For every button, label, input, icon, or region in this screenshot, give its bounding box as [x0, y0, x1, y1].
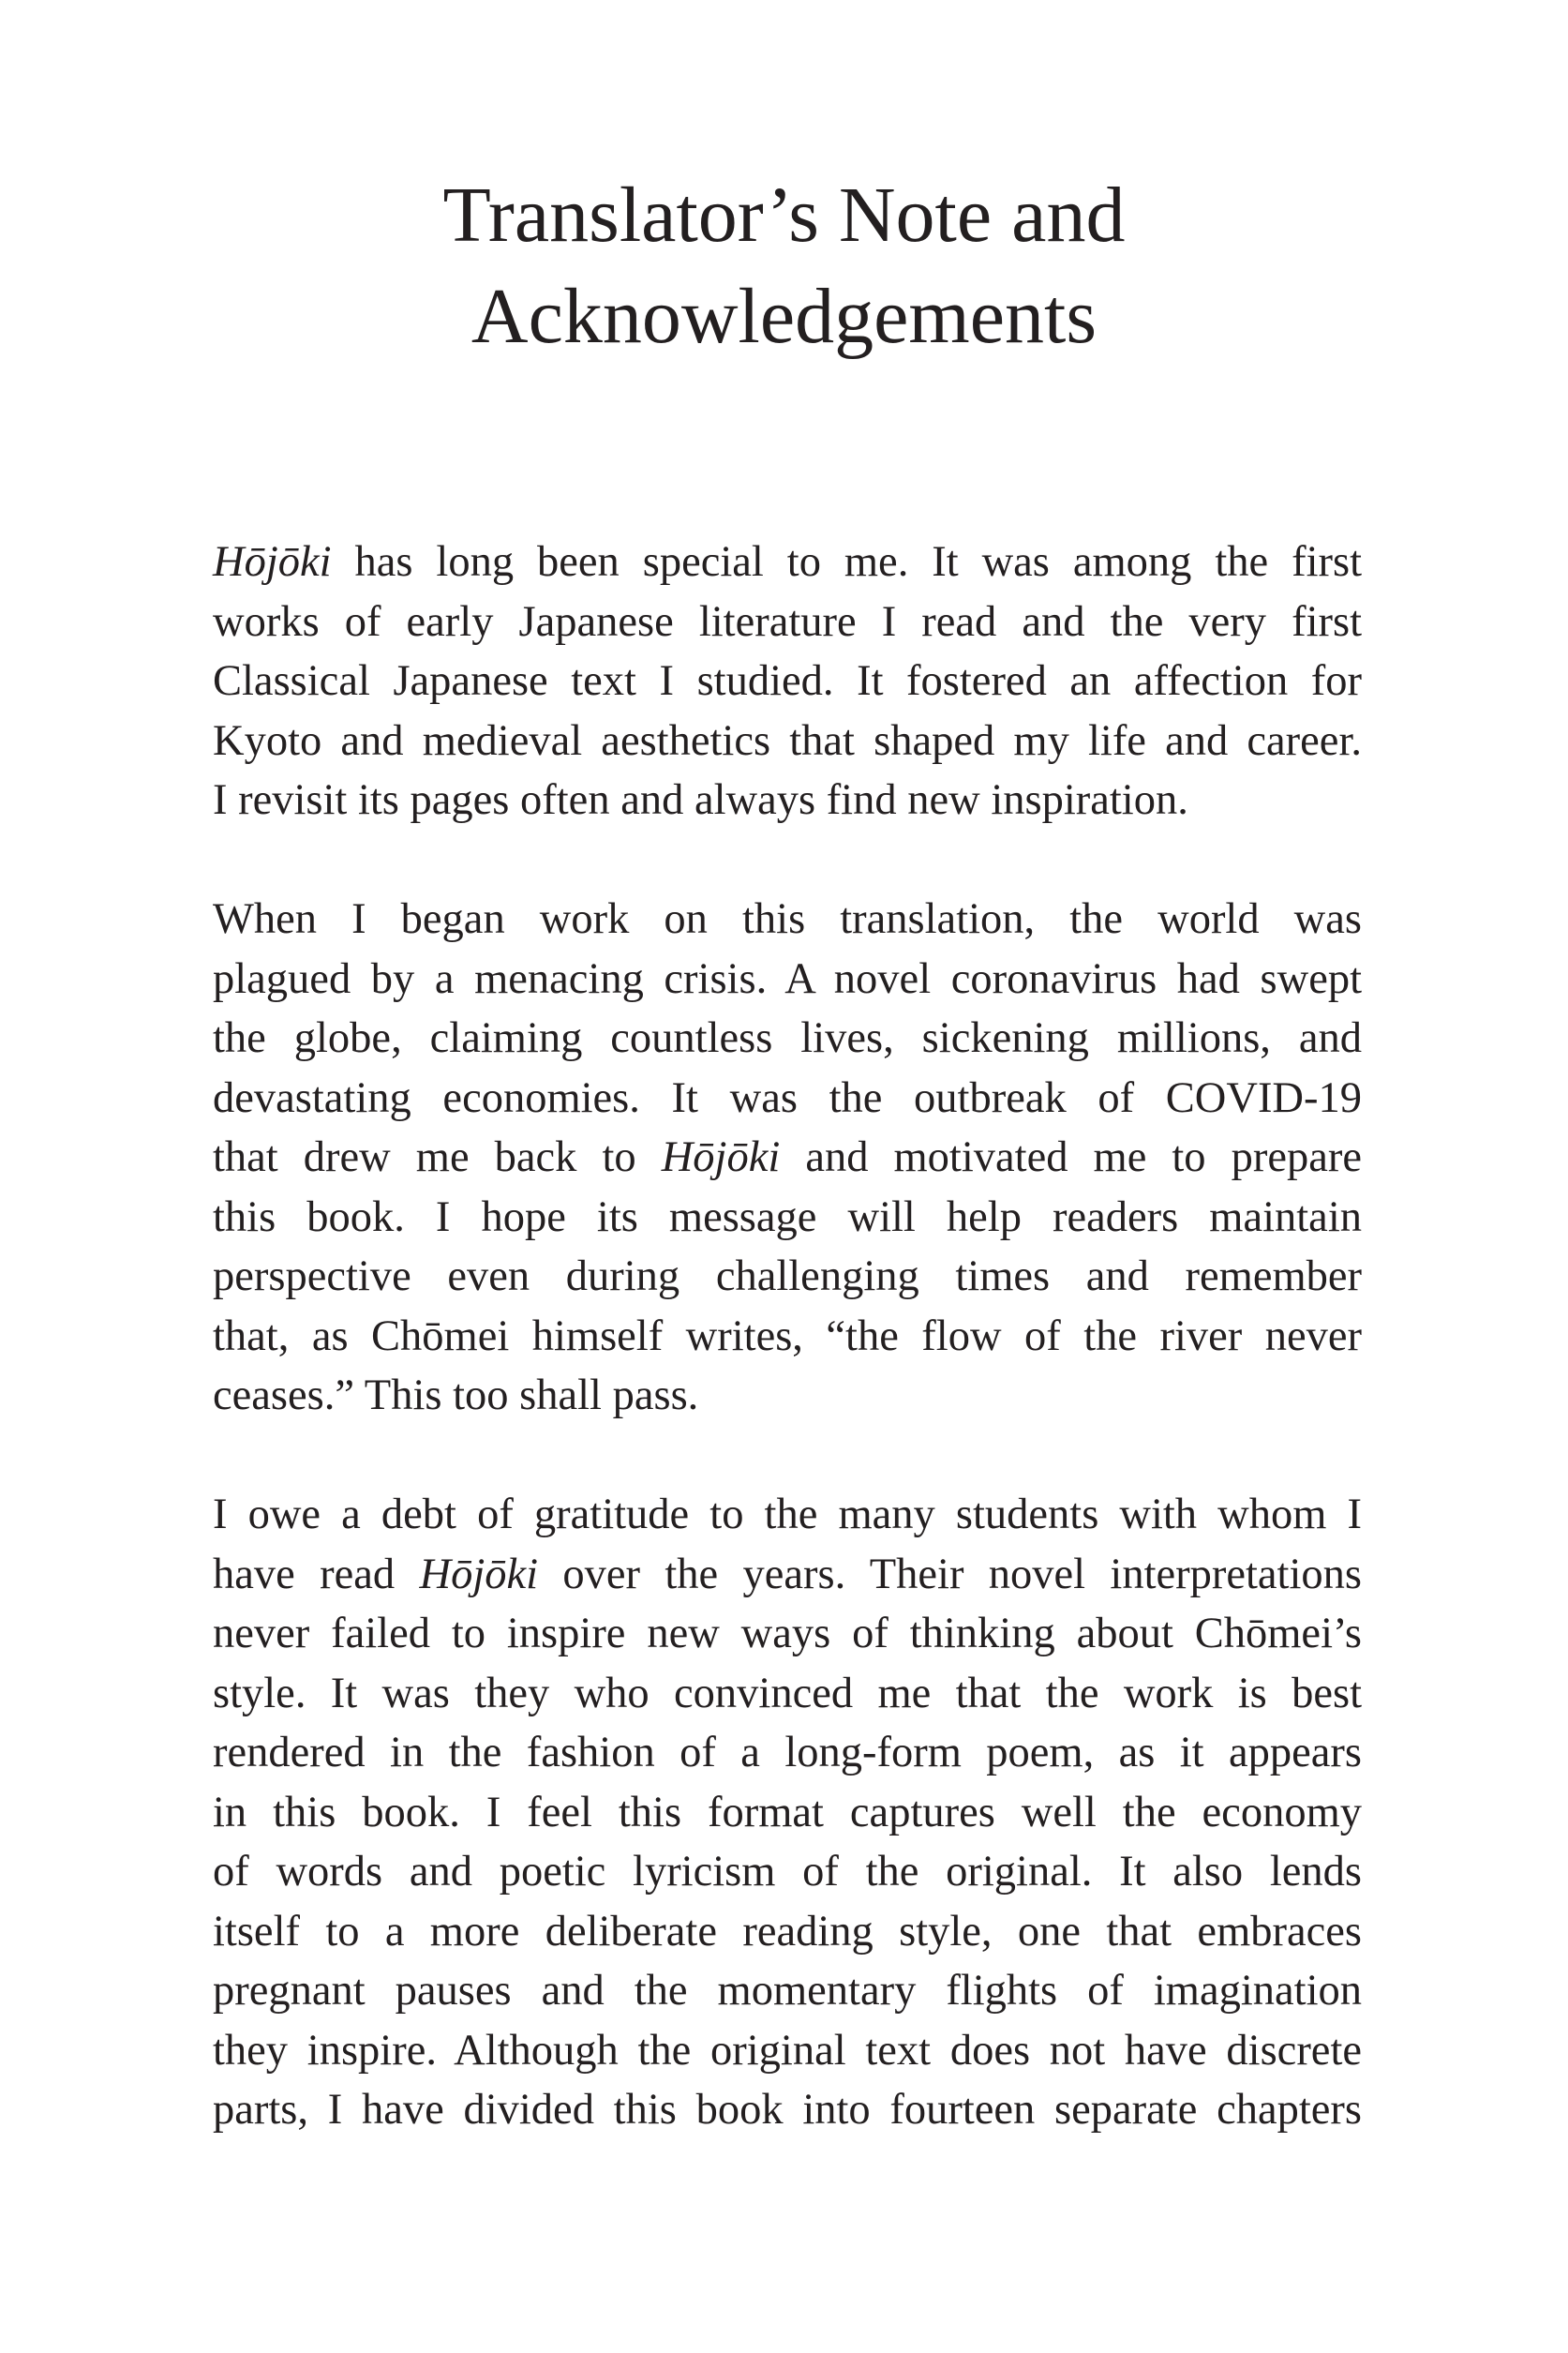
text-run: have read [213, 1550, 420, 1598]
text-run: itself to a more deliberate reading style, one that embraces [213, 1907, 1362, 1956]
text-run: that, as Chōmei himself writes, “the flow of the river never [213, 1311, 1362, 1360]
text-line [213, 1842, 1362, 1902]
text-run: works of early Japanese literature I read and the very first [213, 597, 1362, 646]
page-title [0, 165, 1568, 367]
text-run: I revisit its pages often and always find new inspiration. [213, 776, 1188, 824]
text-line [213, 950, 1362, 1010]
text-line [213, 1545, 1362, 1605]
text-run: When I began work on this translation, the world was [213, 895, 1362, 943]
text-line [213, 1247, 1362, 1307]
text-line [213, 1009, 1362, 1069]
text-line [213, 1723, 1362, 1783]
text-run: the globe, claiming countless lives, sickening millions, and [213, 1014, 1362, 1062]
text-run: of words and poetic lyricism of the original. It also lends [213, 1848, 1362, 1896]
text-run: has long been special to me. It was among the first [331, 538, 1362, 586]
text-run: plagued by a menacing crisis. A novel coronavirus had swept [213, 954, 1362, 1003]
body-text [213, 532, 1362, 2199]
text-line [213, 1902, 1362, 1962]
text-run: style. It was they who convinced me that the work is best [213, 1669, 1362, 1717]
text-run: pregnant pauses and the momentary flights of imagination [213, 1967, 1362, 2015]
page-title-line-1: Translator’s Note and [442, 172, 1126, 259]
text-line [213, 532, 1362, 592]
text-run: perspective even during challenging times and remember [213, 1252, 1362, 1300]
text-run: parts, I have divided this book into fourteen separate chapters [213, 2086, 1362, 2134]
text-line [213, 592, 1362, 652]
text-run: Kyoto and medieval aesthetics that shaped my life and career. [213, 716, 1362, 765]
page-title-line-2: Acknowledgements [470, 273, 1098, 360]
paragraph [213, 890, 1362, 1426]
text-line [213, 652, 1362, 712]
text-run: never failed to inspire new ways of thinking about Chōmei’s [213, 1610, 1362, 1657]
paragraph [213, 532, 1362, 831]
text-line [213, 2021, 1362, 2081]
text-run: over the years. Their novel interpretations [538, 1550, 1362, 1598]
text-line [213, 1604, 1362, 1664]
text-line [213, 2080, 1362, 2140]
text-line [213, 1188, 1362, 1248]
text-run: and motivated me to prepare [780, 1133, 1362, 1181]
text-run: in this book. I feel this format captures well the economy [213, 1788, 1362, 1836]
text-line [213, 1128, 1362, 1188]
text-run: ceases.” This too shall pass. [213, 1371, 699, 1419]
text-line [213, 1485, 1362, 1545]
italic-title: Hōjōki [419, 1550, 539, 1598]
text-line [213, 1307, 1362, 1367]
text-run: rendered in the fashion of a long-form poem, as it appears [213, 1729, 1362, 1776]
text-line [213, 1664, 1362, 1724]
text-line [213, 771, 1362, 831]
text-line [213, 890, 1362, 950]
text-line [213, 1366, 1362, 1426]
text-line [213, 1961, 1362, 2021]
text-run: that drew me back to [213, 1133, 662, 1181]
text-run: this book. I hope its message will help readers maintain [213, 1192, 1362, 1241]
text-run: I owe a debt of gratitude to the many students with whom I [213, 1491, 1362, 1538]
text-line [213, 712, 1362, 772]
text-run: they inspire. Although the original text does not have discrete [213, 2026, 1362, 2075]
text-line [213, 1069, 1362, 1129]
text-line [213, 1783, 1362, 1843]
paragraph [213, 1485, 1362, 2140]
italic-title: Hōjōki [213, 538, 332, 586]
italic-title: Hōjōki [661, 1133, 781, 1181]
text-run: devastating economies. It was the outbreak of COVID-19 [213, 1073, 1362, 1122]
text-run: Classical Japanese text I studied. It fostered an affection for [213, 657, 1362, 705]
